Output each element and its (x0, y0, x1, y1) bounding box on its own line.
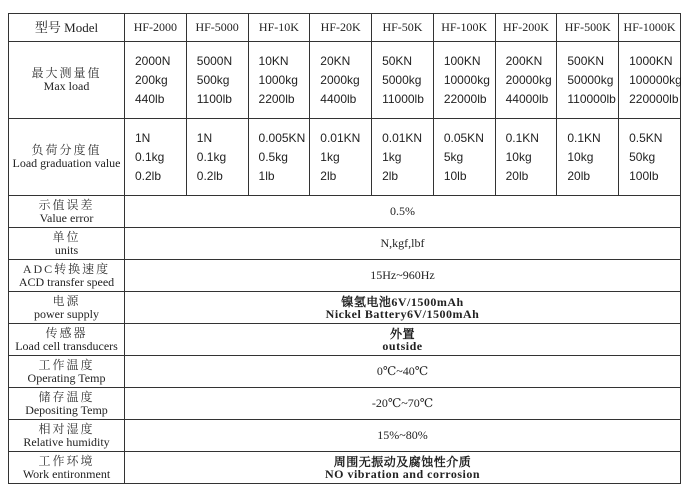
value-line: 1N (135, 130, 151, 145)
spec-value (125, 228, 681, 260)
label-en: Max load (43, 79, 90, 93)
value-line: 0.05KN (443, 130, 484, 145)
label-cn: 示值误差 (38, 197, 95, 212)
value-line: 0.5KN (629, 130, 663, 145)
value-line: 1000kg (258, 72, 298, 87)
spec-row (9, 228, 681, 260)
value-line: 0.5kg (258, 149, 288, 164)
label-cn: 单位 (52, 229, 81, 244)
value-line: 10kg (567, 149, 594, 164)
max-load-cell (186, 42, 248, 119)
graduation-cell (433, 119, 495, 196)
value-line: 15%~80% (377, 428, 428, 442)
spec-value (125, 356, 681, 388)
model-label: 型号 Model (9, 14, 125, 42)
spec-row (9, 260, 681, 292)
label-cn: 相对湿度 (38, 421, 95, 436)
graduation-cell (619, 119, 681, 196)
value-line: 10000kg (443, 72, 490, 87)
label-cn: 传感器 (45, 325, 88, 340)
model-hf-100k: HF-100K (433, 14, 495, 42)
spec-value (125, 260, 681, 292)
model-hf-200k: HF-200K (495, 14, 557, 42)
value-line: 1N (196, 130, 213, 145)
value-line: 2000kg (320, 72, 360, 87)
value-line: 10KN (258, 53, 289, 68)
value-line: 4400lb (320, 91, 357, 106)
value-line: 20lb (505, 168, 529, 183)
value-line: 11000lb (382, 91, 424, 106)
value-line: 50000kg (567, 72, 614, 87)
value-line-2: Nickel Battery6V/1500mAh (325, 306, 480, 321)
value-line: 20KN (320, 53, 351, 68)
spec-label (9, 228, 125, 260)
graduation-cell (186, 119, 248, 196)
value-line: 100lb (629, 168, 659, 183)
graduation-cell (372, 119, 434, 196)
value-line: 1lb (258, 168, 275, 183)
model-hf-2000: HF-2000 (125, 14, 187, 42)
label-cn: 工作环境 (38, 453, 95, 468)
spec-value (125, 324, 681, 356)
label-en: Relative humidity (23, 434, 110, 449)
value-line: 周围无振动及腐蚀性介质 (333, 454, 472, 469)
label-cn: 负荷分度值 (31, 143, 102, 157)
value-line: 0.2lb (135, 168, 162, 183)
value-line: 1100lb (196, 91, 232, 106)
spec-label (9, 452, 125, 484)
value-line: 100000kg (629, 72, 682, 87)
label-en: units (54, 242, 79, 257)
label-cn: 最大测量值 (31, 66, 102, 80)
value-line: 100KN (443, 53, 481, 68)
value-line: 22000lb (443, 91, 487, 106)
value-line: 0.2lb (196, 168, 223, 183)
value-line: 500KN (567, 53, 605, 68)
model-hf-500k: HF-500K (557, 14, 619, 42)
value-line: 0.01KN (382, 130, 423, 145)
value-line: 0.01KN (320, 130, 361, 145)
value-line: 0.1kg (196, 149, 227, 164)
max-load-cell (557, 42, 619, 119)
label-en: power supply (34, 306, 99, 321)
value-line: 0.1KN (567, 130, 601, 145)
graduation-cell (248, 119, 310, 196)
spec-value (125, 420, 681, 452)
spec-table (8, 13, 681, 484)
max-load-cell (495, 42, 557, 119)
spec-value (125, 388, 681, 420)
spec-value (125, 196, 681, 228)
graduation-label (9, 119, 125, 196)
value-line: 2lb (320, 168, 337, 183)
value-line: 10kg (505, 149, 532, 164)
label-cn: ADC转换速度 (22, 261, 111, 276)
label-cn: 电源 (52, 293, 81, 308)
label-en: Operating Temp (27, 370, 106, 385)
graduation-cell (557, 119, 619, 196)
spec-label (9, 420, 125, 452)
label-en: Depositing Temp (25, 402, 108, 417)
value-line: 镍氢电池6V/1500mAh (341, 294, 464, 309)
value-line-2: NO vibration and corrosion (324, 466, 481, 481)
spec-row (9, 292, 681, 324)
max-load-cell (372, 42, 434, 119)
max-load-cell (125, 42, 187, 119)
value-line: 外置 (389, 326, 415, 341)
value-line: 15Hz~960Hz (370, 268, 435, 282)
max-load-label (9, 42, 125, 119)
spec-label (9, 196, 125, 228)
value-line: N,kgf,lbf (380, 236, 425, 250)
spec-label (9, 356, 125, 388)
value-line: 1kg (320, 149, 340, 164)
value-line-2: outside (382, 338, 423, 353)
model-hf-50k: HF-50K (372, 14, 434, 42)
value-line: 5000N (196, 53, 233, 68)
label-cn: 工作温度 (38, 357, 95, 372)
value-line: 2lb (382, 168, 399, 183)
graduation-cell (310, 119, 372, 196)
spec-label (9, 324, 125, 356)
spec-row (9, 388, 681, 420)
value-line: 110000lb (567, 91, 616, 106)
value-line: 44000lb (505, 91, 549, 106)
max-load-cell (433, 42, 495, 119)
value-line: 220000lb (629, 91, 679, 106)
label-en: Load cell transducers (15, 338, 118, 353)
value-line: 0.5% (390, 204, 415, 218)
value-line: 2200lb (258, 91, 295, 106)
value-line: 500kg (196, 72, 230, 87)
graduation-cell (495, 119, 557, 196)
graduation-row (9, 119, 681, 196)
value-line: 200kg (135, 72, 168, 87)
spec-label (9, 260, 125, 292)
spec-row (9, 324, 681, 356)
graduation-cell (125, 119, 187, 196)
value-line: 440lb (135, 91, 165, 106)
model-hf-5000: HF-5000 (186, 14, 248, 42)
spec-label (9, 388, 125, 420)
model-hf-1000k: HF-1000K (619, 14, 681, 42)
value-line: 1000KN (629, 53, 673, 68)
value-line: 0.1KN (505, 130, 539, 145)
max-load-cell (619, 42, 681, 119)
value-line: 5kg (443, 149, 464, 164)
spec-value (125, 452, 681, 484)
value-line: 20lb (567, 168, 591, 183)
spec-row (9, 452, 681, 484)
max-load-cell (310, 42, 372, 119)
value-line: 0℃~40℃ (376, 364, 429, 378)
spec-value (125, 292, 681, 324)
max-load-cell (248, 42, 310, 119)
value-line: 50kg (629, 149, 656, 164)
value-line: 5000kg (382, 72, 422, 87)
value-line: 50KN (382, 53, 413, 68)
value-line: -20℃~70℃ (371, 396, 434, 410)
value-line: 2000N (135, 53, 171, 68)
value-line: 200KN (505, 53, 543, 68)
model-hf-10k: HF-10K (248, 14, 310, 42)
max-load-row (9, 42, 681, 119)
value-line: 0.1kg (135, 149, 165, 164)
label-en: Value error (39, 210, 94, 225)
spec-row (9, 196, 681, 228)
value-line: 0.005KN (258, 130, 306, 145)
value-line: 20000kg (505, 72, 552, 87)
value-line: 1kg (382, 149, 402, 164)
model-row (9, 14, 681, 42)
label-en: Work entironment (22, 466, 111, 481)
value-line: 10lb (443, 168, 467, 183)
label-en: Load graduation value (12, 156, 121, 170)
spec-label (9, 292, 125, 324)
model-hf-20k: HF-20K (310, 14, 372, 42)
label-cn: 储存温度 (38, 389, 95, 404)
spec-row (9, 420, 681, 452)
spec-row (9, 356, 681, 388)
label-en: ACD transfer speed (18, 274, 115, 289)
